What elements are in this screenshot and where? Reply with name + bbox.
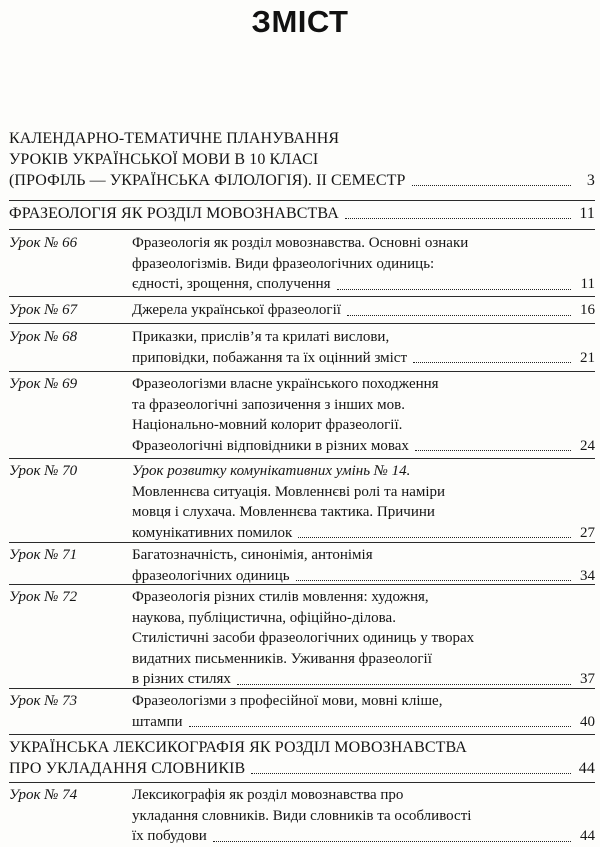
lesson-line: Мовленнєва ситуація. Мовленнєві ролі та наміри: [132, 483, 446, 500]
dot-leader: [415, 449, 571, 451]
separator-line: [9, 296, 595, 297]
lesson-line: наукова, публіцистична, офіційно-ділова.: [132, 609, 396, 626]
page-number: 16: [580, 302, 595, 318]
separator-line: [9, 688, 595, 689]
lesson-line: Фразеологізми власне українського походження: [132, 376, 439, 392]
lesson-line: Стилістичні засоби фразеологічних одиниць у творах: [132, 630, 475, 646]
separator-line: [9, 782, 595, 783]
dot-leader: [412, 184, 571, 186]
lesson-line: укладання словників. Види словників та особливості: [132, 807, 472, 824]
separator-line: [9, 458, 595, 459]
page-number: 44: [578, 760, 595, 777]
lesson-line: комунікативних помилок: [132, 524, 293, 541]
lesson-line: Фразеологічні відповідники в різних мовах: [132, 437, 409, 454]
page-number: 27: [580, 524, 595, 541]
toc-section-lexicography: [9, 737, 595, 779]
lesson-line: приповідки, побажання та їх оцінний зміст: [132, 349, 408, 366]
lesson-line: Багатозначність, синонімія, антонімія: [132, 547, 373, 563]
section-line: (ПРОФІЛЬ — УКРАЇНСЬКА ФІЛОЛОГІЯ). ІІ СЕМЕСТР: [9, 172, 406, 189]
section-line: УРОКІВ УКРАЇНСЬКОЇ МОВИ В 10 КЛАСІ: [9, 151, 319, 168]
lesson-label: Урок № 68: [9, 329, 78, 345]
dot-leader: [296, 579, 571, 581]
lesson-label: Урок № 73: [9, 693, 78, 709]
lesson-line: єдності, зрощення, сполучення: [132, 276, 331, 292]
lesson-line: Урок розвитку комунікативних умінь № 14.: [132, 463, 411, 479]
page-number: 40: [580, 713, 595, 730]
lesson-line: Приказки, прислів’я та крилаті вислови,: [132, 329, 390, 345]
lesson-line: Національно-мовний колорит фразеології.: [132, 417, 403, 433]
dot-leader: [251, 772, 571, 774]
lesson-label: Урок № 74: [9, 787, 78, 803]
lesson-label: Урок № 66: [9, 235, 78, 251]
lesson-line: Лексикографія як розділ мовознавства про: [132, 787, 404, 803]
lesson-line: та фразеологічні запозичення з інших мов.: [132, 396, 405, 413]
section-line: УКРАЇНСЬКА ЛЕКСИКОГРАФІЯ ЯК РОЗДІЛ МОВОЗНАВСТВА: [9, 739, 467, 756]
dot-leader: [213, 840, 571, 842]
page-number: 11: [580, 276, 595, 292]
dot-leader: [413, 361, 571, 363]
section-line: ФРАЗЕОЛОГІЯ ЯК РОЗДІЛ МОВОЗНАВСТВА: [9, 205, 339, 222]
lesson-line: мовця і слухача. Мовленнєва тактика. Причини: [132, 504, 435, 520]
separator-line: [9, 323, 595, 324]
page-number: 34: [580, 567, 595, 584]
page-number: 37: [580, 671, 595, 687]
toc-section-phraseology: [9, 203, 595, 224]
dot-leader: [298, 536, 571, 538]
dot-leader: [345, 217, 571, 219]
lesson-line: Фразеологія як розділ мовознавства. Основні ознаки: [132, 235, 469, 251]
page-number: 3: [586, 172, 595, 189]
separator-line: [9, 734, 595, 735]
page-number: 11: [579, 205, 595, 222]
lesson-label: Урок № 71: [9, 547, 78, 563]
lesson-line: Джерела української фразеології: [132, 302, 341, 318]
separator-line: [9, 584, 595, 585]
lesson-label: Урок № 70: [9, 463, 78, 479]
lesson-label: Урок № 67: [9, 302, 78, 318]
dot-leader: [237, 683, 571, 685]
page-number: 24: [580, 437, 595, 454]
separator-line: [9, 371, 595, 372]
section-line: ПРО УКЛАДАННЯ СЛОВНИКІВ: [9, 760, 246, 777]
separator-line: [9, 200, 595, 201]
lesson-label: Урок № 69: [9, 376, 78, 392]
section-line: КАЛЕНДАРНО-ТЕМАТИЧНЕ ПЛАНУВАННЯ: [9, 130, 340, 147]
dot-leader: [337, 288, 571, 290]
page-number: 21: [580, 349, 595, 366]
lesson-label: Урок № 72: [9, 589, 78, 605]
lesson-line: їх побудови: [132, 828, 207, 844]
dot-leader: [347, 314, 571, 316]
page-title: ЗМІСТ: [251, 4, 349, 39]
separator-line: [9, 542, 595, 543]
toc-section-planning: [9, 128, 595, 191]
lesson-line: штампи: [132, 713, 183, 730]
lesson-line: видатних письменників. Уживання фразеології: [132, 650, 432, 667]
lesson-line: фразеологізмів. Види фразеологічних одиниць:: [132, 255, 435, 272]
dot-leader: [189, 725, 572, 727]
separator-line: [9, 229, 595, 230]
page-number: 44: [580, 828, 595, 844]
lesson-line: Фразеологія різних стилів мовлення: художня,: [132, 589, 429, 605]
lesson-line: фразеологічних одиниць: [132, 567, 290, 584]
lesson-line: в різних стилях: [132, 671, 231, 687]
lesson-line: Фразеологізми з професійної мови, мовні кліше,: [132, 693, 443, 709]
